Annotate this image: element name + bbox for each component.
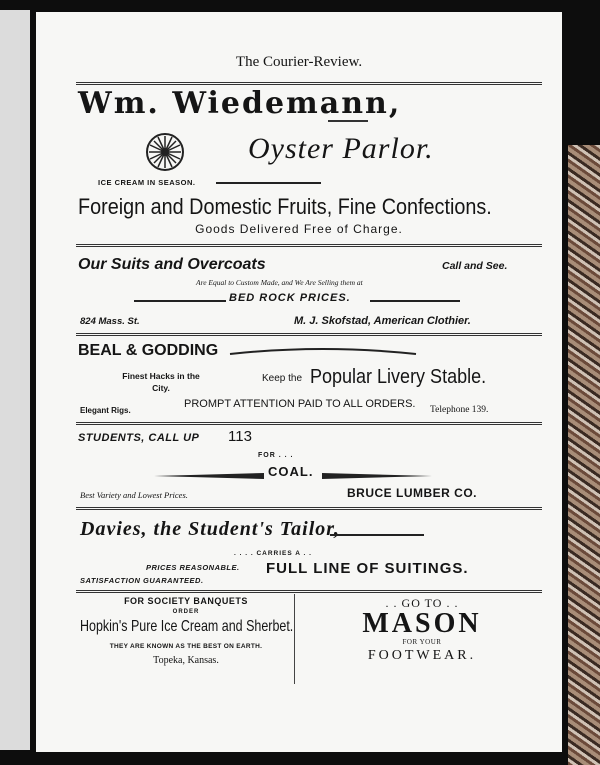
header-rule xyxy=(76,82,542,85)
wiedemann-name: Wm. Wiedemann, xyxy=(78,86,402,121)
mason-for: FOR YOUR xyxy=(402,638,442,646)
oyster-parlor: Oyster Parlor. xyxy=(248,132,434,165)
telephone: Telephone 139. xyxy=(430,405,489,415)
page-header: The Courier-Review. xyxy=(235,54,363,70)
coal-right-flourish xyxy=(322,472,432,480)
season-leader xyxy=(216,182,321,184)
wiedemann-flourish xyxy=(328,120,368,122)
prices-right-rule xyxy=(370,300,460,302)
coal-word: COAL. xyxy=(268,464,314,479)
facing-page-edge xyxy=(0,10,30,750)
mason-name: MASON xyxy=(362,608,482,639)
topeka-kansas: Topeka, Kansas. xyxy=(153,655,219,666)
satisfaction: SATISFACTION GUARANTEED. xyxy=(80,576,204,585)
coal-left-flourish xyxy=(154,472,264,480)
rosette-icon xyxy=(145,132,185,172)
davies-tailor: Davies, the Student's Tailor, xyxy=(80,518,340,540)
phone-113: 113 xyxy=(228,428,252,445)
fruits-line: Foreign and Domestic Fruits, Fine Confections. xyxy=(78,194,492,219)
livery-stable: Popular Livery Stable. xyxy=(310,366,487,388)
clothier: M. J. Skofstad, American Clothier. xyxy=(294,315,471,327)
newspaper-page xyxy=(36,12,562,752)
call-and-see: Call and See. xyxy=(442,260,508,272)
rule-5 xyxy=(76,590,542,593)
suits-address: 824 Mass. St. xyxy=(80,316,140,327)
footwear: FOOTWEAR. xyxy=(367,648,477,663)
society-banquets: FOR SOCIETY BANQUETS xyxy=(124,596,248,606)
carries-a: . . . . CARRIES A . . xyxy=(234,550,312,557)
students-call: STUDENTS, CALL UP xyxy=(78,432,200,444)
finest-hacks: Finest Hacks in the City. xyxy=(122,371,200,393)
prices-reasonable: PRICES REASONABLE. xyxy=(146,563,240,572)
elegant-rigs: Elegant Rigs. xyxy=(80,406,131,415)
prompt-attention: PROMPT ATTENTION PAID TO ALL ORDERS. xyxy=(184,398,416,410)
rule-3 xyxy=(76,422,542,425)
rule-4 xyxy=(76,507,542,510)
hopkins-ice-cream: Hopkin's Pure Ice Cream and Sherbet. xyxy=(80,618,294,635)
rule-2 xyxy=(76,333,542,336)
go-to: . . GO TO . . xyxy=(385,596,459,610)
rule-1 xyxy=(76,244,542,247)
best-variety: Best Variety and Lowest Prices. xyxy=(80,490,188,500)
best-on-earth: THEY ARE KNOWN AS THE BEST ON EARTH. xyxy=(109,643,263,650)
column-divider xyxy=(294,594,295,684)
coal-for: FOR . . . xyxy=(258,452,294,459)
beal-godding: BEAL & GODDING xyxy=(78,342,219,359)
suits-sub: Are Equal to Custom Made, and We Are Selling them at xyxy=(196,278,363,287)
bruce-lumber: BRUCE LUMBER CO. xyxy=(347,486,477,500)
delivery-line: Goods Delivered Free of Charge. xyxy=(195,222,403,236)
marbled-endpaper xyxy=(568,145,600,765)
davies-flourish xyxy=(330,534,424,536)
suits-headline: Our Suits and Overcoats xyxy=(78,256,266,273)
hopkins-order: ORDER xyxy=(172,609,200,615)
full-line: FULL LINE OF SUITINGS. xyxy=(266,560,469,577)
keep-the: Keep the xyxy=(262,373,303,384)
ice-cream-season: ICE CREAM IN SEASON. xyxy=(98,178,196,187)
beal-flourish xyxy=(228,342,418,362)
bed-rock-prices: BED ROCK PRICES. xyxy=(229,292,351,304)
prices-left-rule xyxy=(134,300,226,302)
